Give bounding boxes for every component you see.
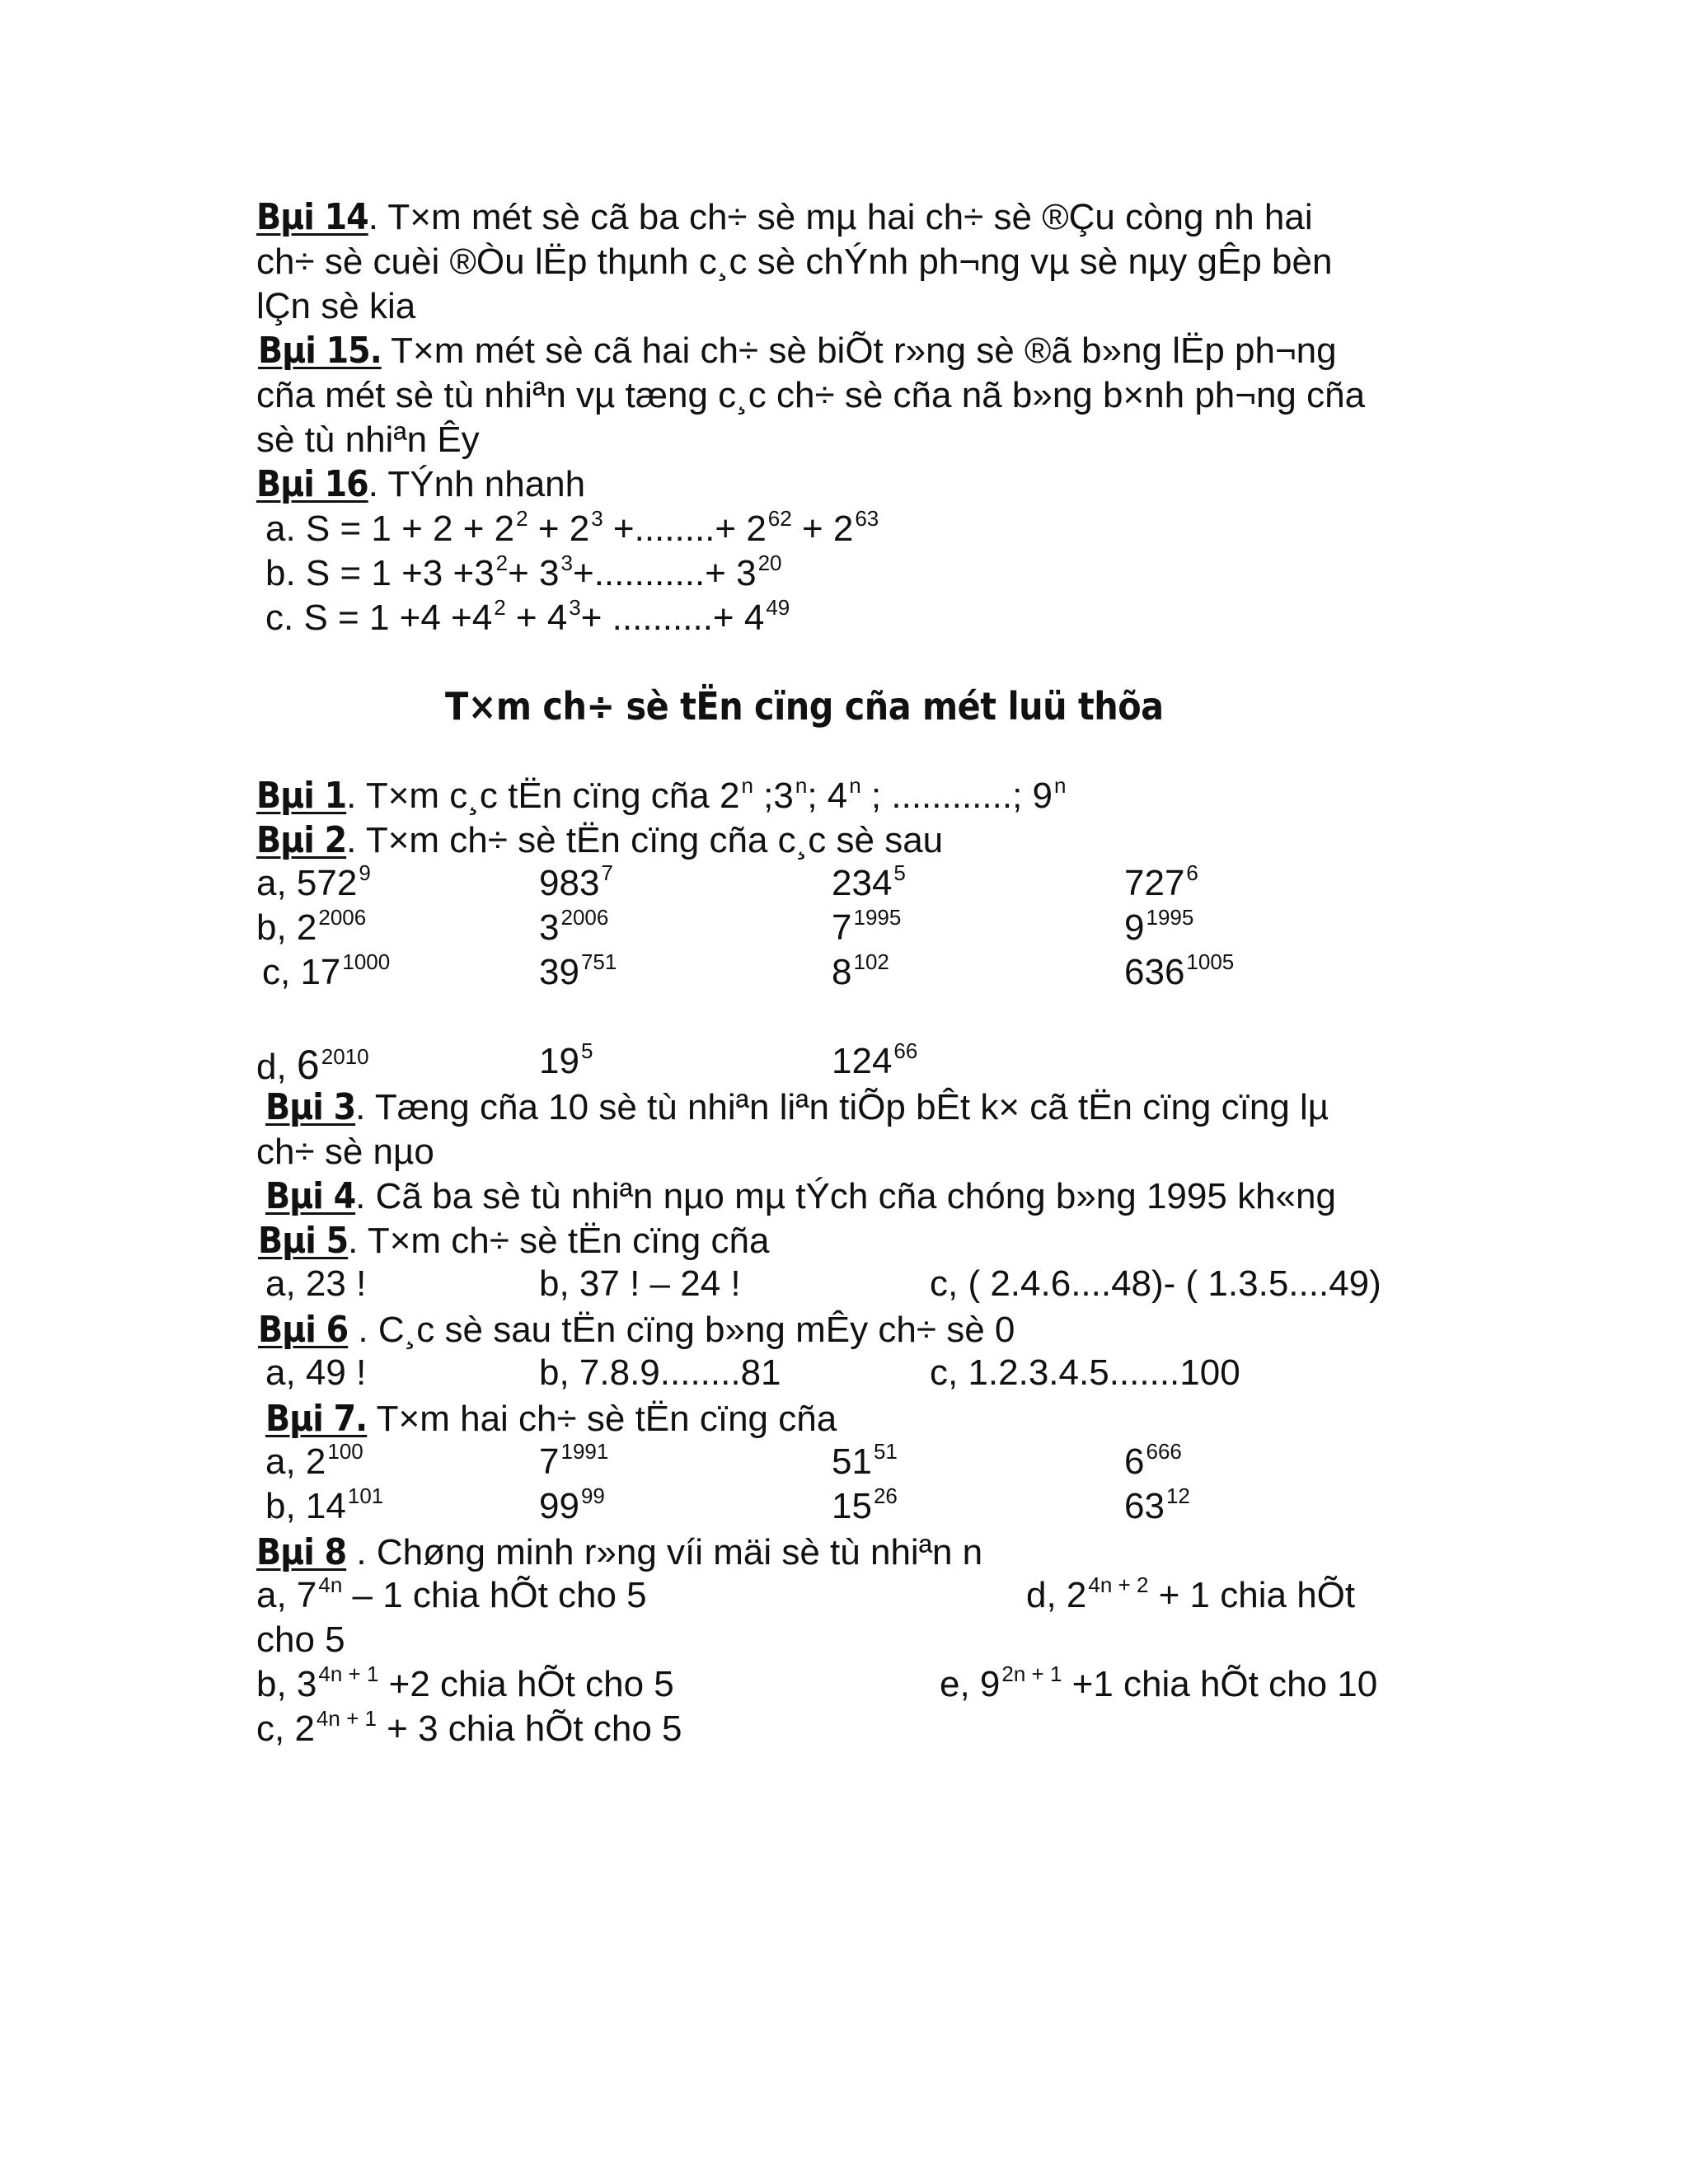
b5-item: c, ( 2.4.6....48)- ( 1.3.5....49) xyxy=(930,1263,1381,1304)
b7-cell: b, $14^{101}$ xyxy=(265,1483,384,1526)
b3-label: Bµi 3 xyxy=(265,1086,356,1128)
b8-label: Bµi 8 xyxy=(256,1531,347,1573)
b2-cell: $3^{2006}$ xyxy=(539,905,609,948)
b7-cell: $15^{26}$ xyxy=(832,1483,898,1526)
b6-item: b, 7.8.9........81 xyxy=(539,1352,781,1393)
b8-item-c: c, $2^{4n + 1} + 3$ chia hÕt cho 5 xyxy=(256,1706,682,1749)
b7-cell: $63^{12}$ xyxy=(1124,1483,1190,1526)
b2-cell: $727^6$ xyxy=(1124,860,1198,903)
b6-line: Bµi 6 . C¸c sè sau tËn cïng b»ng mÊy ch÷ sè 0 xyxy=(258,1309,1015,1351)
b6-item: c, 1.2.3.4.5.......100 xyxy=(930,1352,1240,1393)
b8-item-d-cont: cho 5 xyxy=(256,1619,345,1660)
p16-b: b. $S = 1 +3 +3^2+ 3^3+...........+ 3^{20}$ xyxy=(265,551,782,593)
b7-line: Bµi 7. T×m hai ch÷ sè tËn cïng cña xyxy=(265,1398,837,1440)
b2-cell: $9^{1995}$ xyxy=(1124,905,1194,948)
b6-label: Bµi 6 xyxy=(258,1309,349,1351)
p14-label: Bµi 14 xyxy=(256,196,368,238)
b7-cell: $6^{666}$ xyxy=(1124,1439,1182,1482)
p16-c: c. $S = 1 +4 +4^2 + 4^3+$ ..........+ $4^{49}$ xyxy=(265,595,790,638)
b2-cell: c, $17^{1000}$ xyxy=(262,949,391,992)
b2-cell: $983^7$ xyxy=(539,860,613,903)
b8-item-d: d, $2^{4n + 2} + 1$ chia hÕt xyxy=(1026,1572,1356,1615)
b2-cell: d, $6^{2010}$ xyxy=(256,1042,369,1088)
b2-label: Bµi 2 xyxy=(256,819,347,861)
b5-label: Bµi 5 xyxy=(258,1220,349,1262)
p14-line1: Bµi 14. T×m mét sè cã ba ch÷ sè mµ hai ch÷ sè ®Çu còng nh hai xyxy=(256,196,1313,238)
b1-line: Bµi 1. T×m c¸c tËn cïng cña 2$^n$ ;3$^n$; 4$^n$ ; ............; 9$^n$ xyxy=(256,773,1067,817)
b3-line1: Bµi 3. Tæng cña 10 sè tù nhiªn liªn tiÕp bÊt k× cã tËn cïng cïng lµ xyxy=(265,1086,1329,1128)
b7-label: Bµi 7. xyxy=(265,1398,368,1440)
b7-cell: a, $2^{100}$ xyxy=(265,1439,363,1482)
b2-cell: $124^{66}$ xyxy=(832,1038,918,1081)
b2-cell: $8^{102}$ xyxy=(832,949,889,992)
b2-cell: a, $572^9$ xyxy=(256,860,371,903)
b8-item-e: e, $9^{2n + 1} +1$ chia hÕt cho 10 xyxy=(940,1661,1378,1704)
p16-a: a. $S = 1 + 2 + 2^2 + 2^3$ +........+ $2^{62} + 2^{63}$ xyxy=(265,506,879,549)
p15-line1: Bµi 15. T×m mét sè cã hai ch÷ sè biÕt r»ng sè ®ã b»ng lËp ph¬ng xyxy=(258,330,1337,372)
p16-label: Bµi 16 xyxy=(256,463,368,505)
b2-cell: $7^{1995}$ xyxy=(832,905,902,948)
p14-line3: lÇn sè kia xyxy=(256,286,416,326)
b2-line: Bµi 2. T×m ch÷ sè tËn cïng cña c¸c sè sau xyxy=(256,819,944,861)
b7-cell: $51^{51}$ xyxy=(832,1439,898,1482)
b2-cell: $234^5$ xyxy=(832,860,906,903)
b7-cell: $99^{99}$ xyxy=(539,1483,605,1526)
p16-line: Bµi 16. TÝnh nhanh xyxy=(256,463,586,505)
b2-cell: $636^{1005}$ xyxy=(1124,949,1235,992)
b5-line: Bµi 5. T×m ch÷ sè tËn cïng cña xyxy=(258,1220,770,1262)
b4-label: Bµi 4 xyxy=(265,1175,356,1217)
b1-label: Bµi 1 xyxy=(256,775,347,817)
b8-item-a: a, $7^{4n} - 1$ chia hÕt cho 5 xyxy=(256,1572,647,1615)
p15-line3: sè tù nhiªn Êy xyxy=(256,419,480,460)
p15-line2: cña mét sè tù nhiªn vµ tæng c¸c ch÷ sè cña nã b»ng b×nh ph¬ng cña xyxy=(256,375,1366,415)
b3-line2: ch÷ sè nµo xyxy=(256,1132,434,1172)
b7-cell: $7^{1991}$ xyxy=(539,1439,609,1482)
p14-line2: ch÷ sè cuèi ®Òu lËp thµnh c¸c sè chÝnh ph¬ng vµ sè nµy gÊp bèn xyxy=(256,241,1333,282)
b8-line: Bµi 8 . Chøng minh r»ng víi mäi sè tù nhiªn n xyxy=(256,1531,983,1573)
b2-cell: b, $2^{2006}$ xyxy=(256,905,367,948)
b2-cell: $39^{751}$ xyxy=(539,949,617,992)
b6-item: a, 49 ! xyxy=(265,1352,367,1393)
b5-item: a, 23 ! xyxy=(265,1263,367,1304)
p15-label: Bµi 15. xyxy=(258,330,382,372)
b8-item-b: b, $3^{4n + 1} +2$ chia hÕt cho 5 xyxy=(256,1661,674,1704)
section-title: T×m ch÷ sè tËn cïng cña mét luü thõa xyxy=(445,684,1164,729)
b4-line: Bµi 4. Cã ba sè tù nhiªn nµo mµ tÝch cña chóng b»ng 1995 kh«ng xyxy=(265,1175,1336,1217)
b2-cell: $19^5$ xyxy=(539,1038,593,1081)
b5-item: b, 37 ! – 24 ! xyxy=(539,1263,741,1304)
